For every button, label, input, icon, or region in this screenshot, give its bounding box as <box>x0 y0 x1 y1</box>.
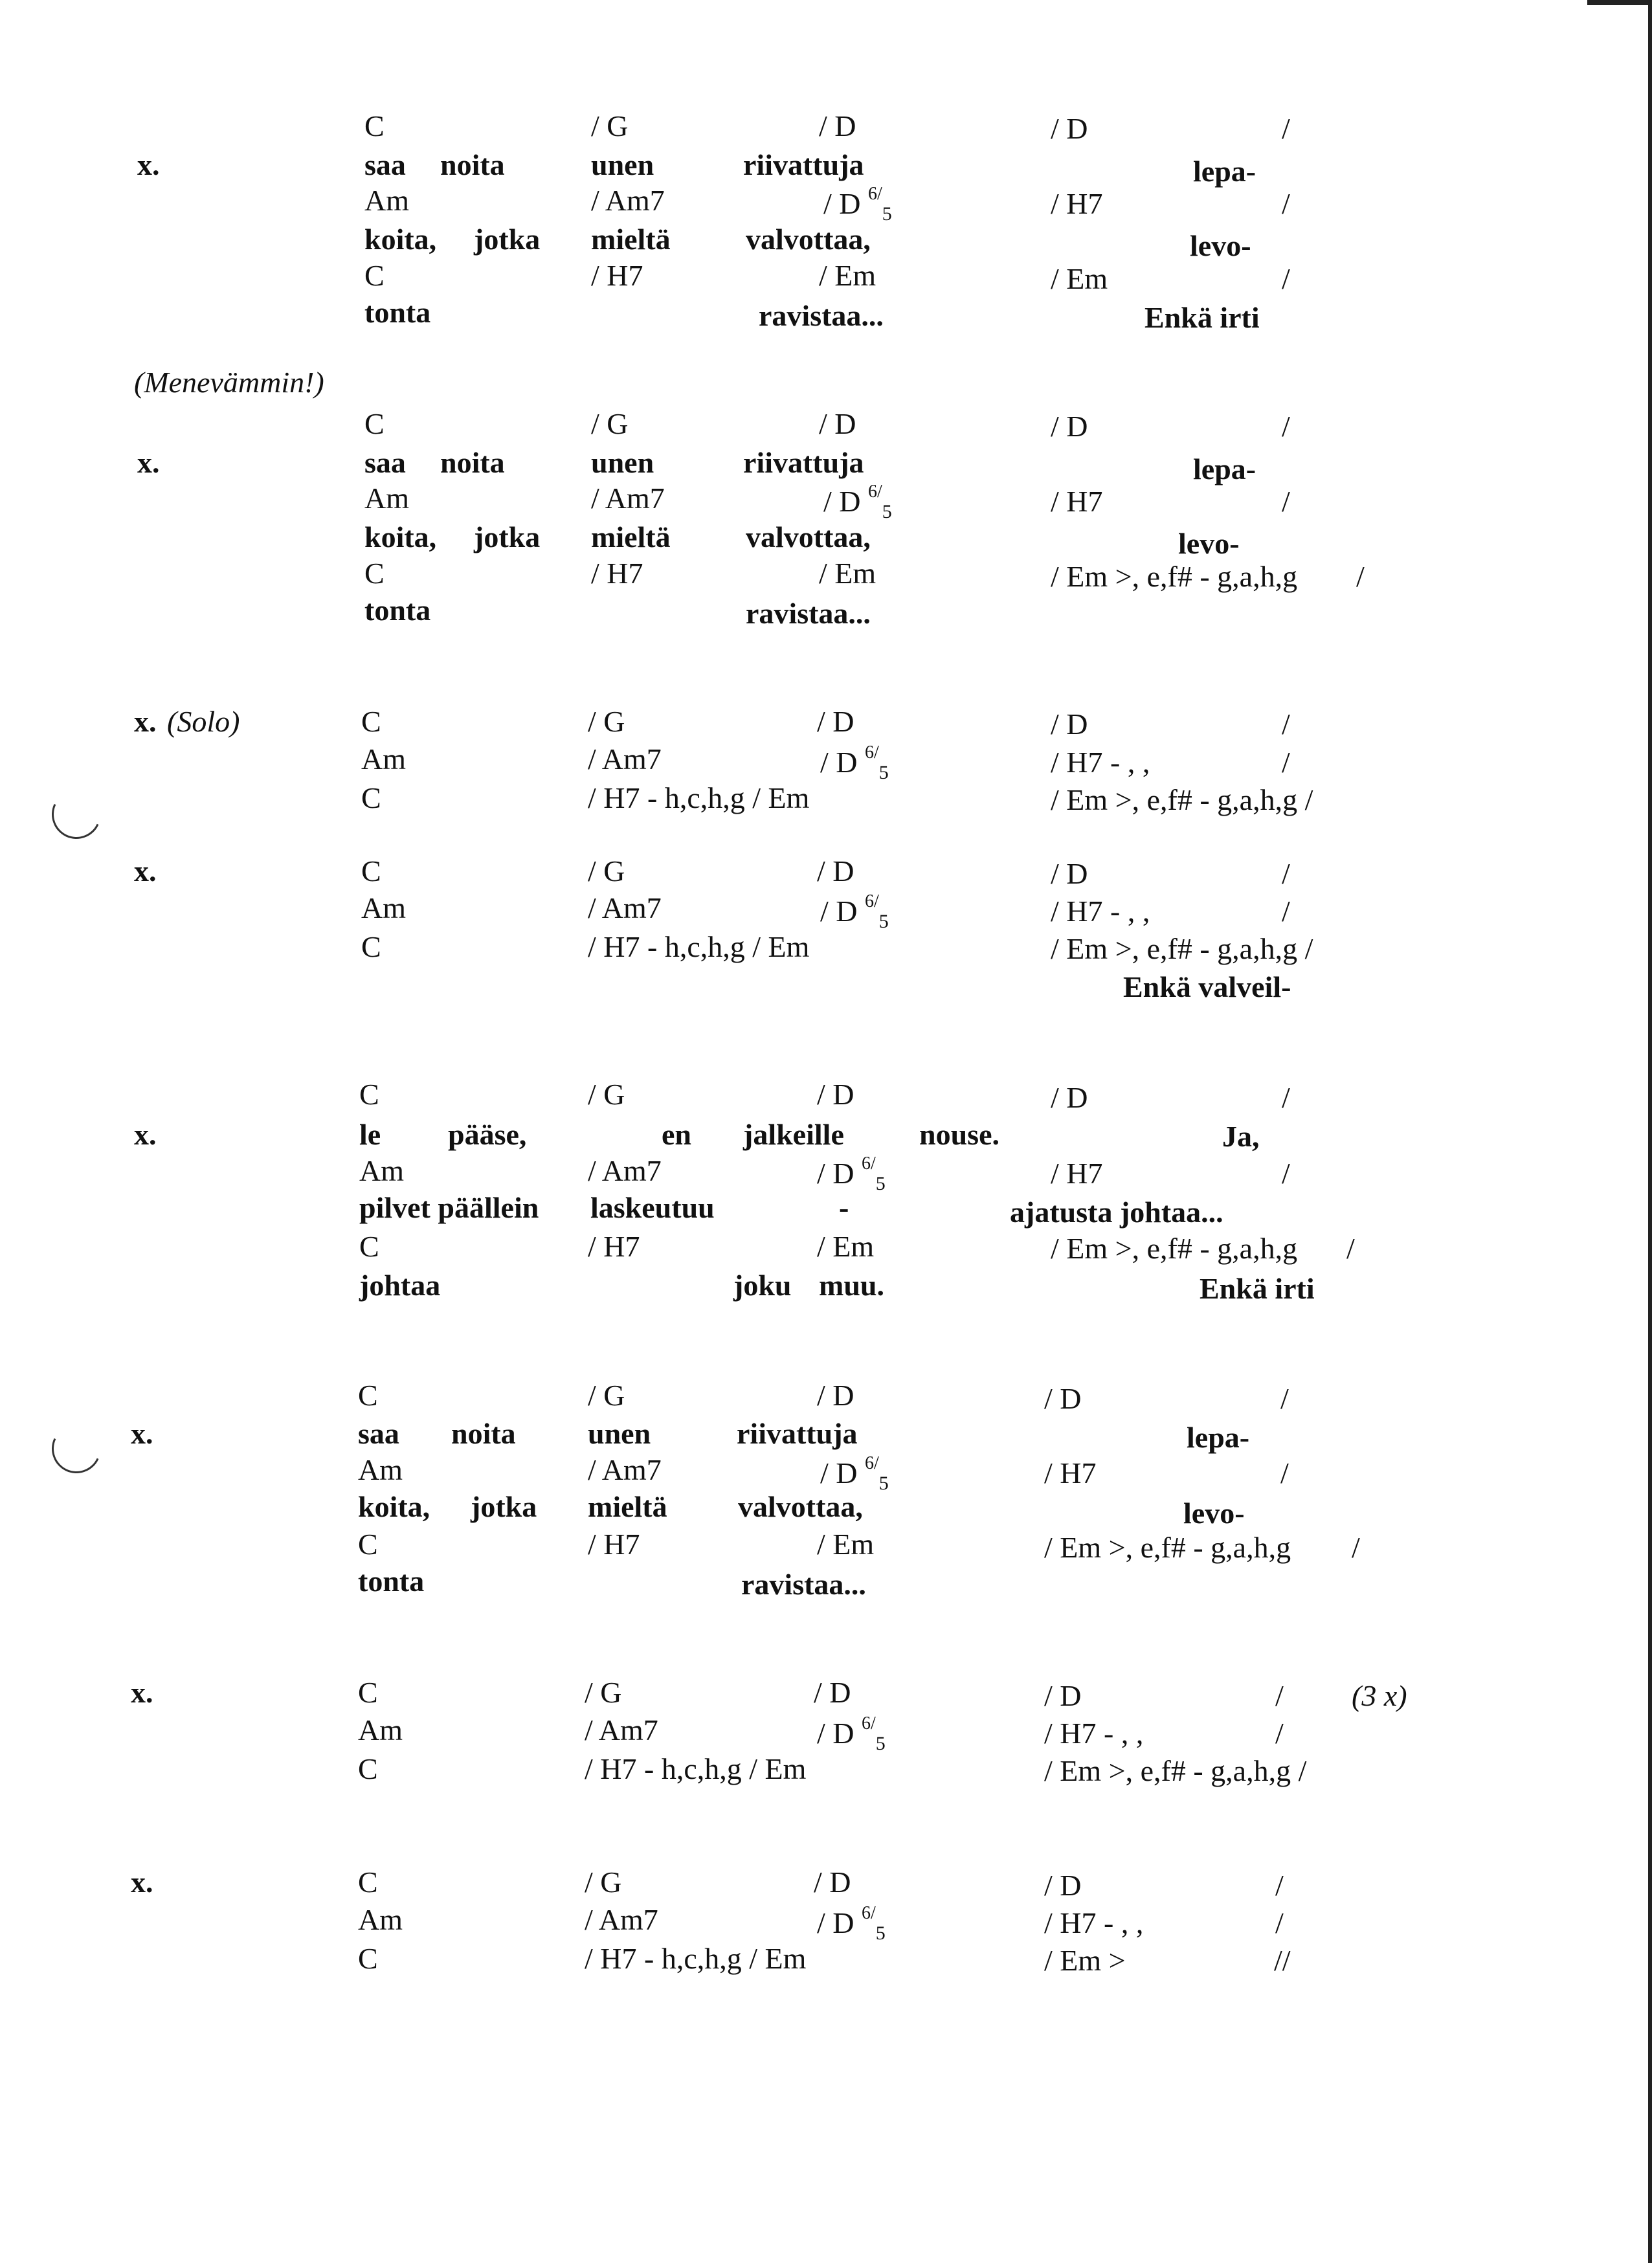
chord: C <box>359 1230 379 1263</box>
bar-line: / <box>1282 857 1290 890</box>
chord: / H7 <box>1051 187 1103 220</box>
chord: / D <box>1051 112 1088 145</box>
lyric: le <box>359 1118 381 1151</box>
section-marker: x. <box>134 705 157 738</box>
bar-line: / <box>1282 746 1290 779</box>
chord: C <box>358 1379 378 1412</box>
chord: C <box>361 930 381 963</box>
chord: / D <box>817 854 854 887</box>
chord: / Am7 <box>588 1154 662 1187</box>
chord: / H7 <box>1051 1157 1103 1190</box>
chord: / H7 <box>591 259 643 292</box>
lyric: mieltä <box>591 520 671 553</box>
bar-line: / <box>1282 485 1290 518</box>
chord: C <box>364 557 385 590</box>
chord: / D $^{6/}_5$ <box>817 1903 886 1944</box>
chord: / H7 <box>591 557 643 590</box>
bar-line: / <box>1282 187 1290 220</box>
lyric: laskeutuu <box>590 1191 715 1224</box>
chord-run: / Em >, e,f# - g,a,h,g <box>1051 1232 1298 1265</box>
repeat-count: (3 x) <box>1352 1679 1407 1712</box>
lyric: ravistaa... <box>759 299 884 332</box>
chord: Am <box>358 1713 403 1746</box>
chord: / D <box>1044 1382 1082 1415</box>
chord: / Am7 <box>585 1713 658 1746</box>
solo-label: (Solo) <box>167 705 240 738</box>
lyric: mieltä <box>588 1490 667 1523</box>
chord-run: / Em >, e,f# - g,a,h,g / <box>1051 783 1313 816</box>
lyric: - <box>839 1191 849 1224</box>
chord: / Am7 <box>585 1903 658 1936</box>
scan-corner <box>1587 0 1652 5</box>
chord: / H7 <box>588 1528 640 1561</box>
chord: / D <box>814 1866 851 1899</box>
chord: C <box>364 259 385 292</box>
chord: / D <box>1044 1679 1082 1712</box>
section-marker: x. <box>134 1118 157 1151</box>
chord: C <box>358 1942 378 1975</box>
chord: Am <box>361 891 406 924</box>
lyric: saa <box>364 446 406 479</box>
lyric: Enkä irti <box>1200 1272 1315 1305</box>
bar-line: / <box>1280 1456 1289 1489</box>
bar-line: / <box>1282 895 1290 928</box>
bar-line: / <box>1275 1869 1284 1902</box>
chord: Am <box>364 482 409 515</box>
chord: / D $^{6/}_5$ <box>823 184 892 225</box>
lyric: jotka <box>474 520 541 553</box>
lyric: Ja, <box>1222 1120 1260 1153</box>
chord: Am <box>364 184 409 217</box>
chord-run: / H7 - , , <box>1044 1717 1144 1750</box>
bar-line: / <box>1280 1382 1289 1415</box>
bar-line: / <box>1282 262 1290 295</box>
section-marker: x. <box>131 1866 153 1899</box>
lyric: saa <box>364 148 406 181</box>
bar-line: / <box>1282 1081 1290 1114</box>
lyric: tonta <box>358 1565 425 1598</box>
section-marker: x. <box>131 1417 153 1450</box>
lyric: nouse. <box>919 1118 999 1151</box>
scan-edge <box>1648 0 1652 2263</box>
chord-run: / H7 - , , <box>1051 895 1150 928</box>
bar-line: / <box>1356 560 1365 593</box>
chord: / Em <box>817 1230 875 1263</box>
chord: Am <box>359 1154 404 1187</box>
chord: / D <box>1051 708 1088 741</box>
chord: C <box>358 1752 378 1785</box>
tempo-marking: (Menevämmin!) <box>134 366 324 399</box>
chord-run: / Em >, e,f# - g,a,h,g / <box>1044 1754 1307 1787</box>
lyric: lepa- <box>1193 155 1256 188</box>
final-bar-line: // <box>1274 1944 1291 1977</box>
chord: / G <box>585 1866 622 1899</box>
section-marker: x. <box>134 854 157 887</box>
chord-run: / H7 - , , <box>1051 746 1150 779</box>
bar-line: / <box>1352 1531 1360 1564</box>
bar-line: / <box>1282 410 1290 443</box>
lyric: koita, <box>364 520 437 553</box>
lyric: lepa- <box>1187 1421 1250 1454</box>
chord: / D $^{6/}_5$ <box>817 1154 886 1194</box>
lyric: pääse, <box>448 1118 527 1151</box>
chord-run: / Em >, e,f# - g,a,h,g / <box>1051 932 1313 965</box>
chord: / D <box>817 1078 854 1111</box>
lyric: ajatusta johtaa... <box>1010 1196 1223 1229</box>
lyric: en <box>662 1118 691 1151</box>
lyric: levo- <box>1178 527 1240 560</box>
chord: / G <box>588 1078 625 1111</box>
chord: Am <box>358 1903 403 1936</box>
chord: / D $^{6/}_5$ <box>820 742 889 783</box>
chord: / D <box>819 407 856 440</box>
chord: / Em <box>1051 262 1108 295</box>
bar-line: / <box>1282 708 1290 741</box>
chord: / G <box>591 109 629 142</box>
lyric: jalkeille <box>743 1118 844 1151</box>
lyric: mieltä <box>591 223 671 256</box>
chord: / Am7 <box>591 184 665 217</box>
lyric: noita <box>440 148 505 181</box>
lyric: noita <box>451 1417 516 1450</box>
lyric: jotka <box>471 1490 537 1523</box>
chord: / Am7 <box>588 742 662 775</box>
lyric: saa <box>358 1417 399 1450</box>
chord-run: / H7 - h,c,h,g / Em <box>585 1942 807 1975</box>
chord: / D $^{6/}_5$ <box>823 482 892 522</box>
chord: / D <box>1044 1869 1082 1902</box>
chord: / G <box>585 1676 622 1709</box>
lyric: riivattuja <box>743 148 864 181</box>
chord-run: / H7 - h,c,h,g / Em <box>588 781 810 814</box>
lyric: Enkä irti <box>1144 301 1260 334</box>
chord: / Am7 <box>588 1453 662 1486</box>
chord: / G <box>588 705 625 738</box>
lyric: ravistaa... <box>741 1568 866 1601</box>
lyric: riivattuja <box>743 446 864 479</box>
bar-line: / <box>1275 1679 1284 1712</box>
bar-line: / <box>1275 1906 1284 1939</box>
chord: / H7 <box>1051 485 1103 518</box>
chord: Am <box>361 742 406 775</box>
lyric: johtaa <box>359 1269 441 1302</box>
punch-hole-upper <box>45 783 107 845</box>
lyric: unen <box>591 148 654 181</box>
lyric: joku <box>733 1269 792 1302</box>
chord: C <box>358 1528 378 1561</box>
chord: / G <box>588 854 625 887</box>
chord: / D <box>819 109 856 142</box>
lyric: valvottaa, <box>746 223 871 256</box>
lyric: koita, <box>364 223 437 256</box>
chord: / D $^{6/}_5$ <box>820 1453 889 1494</box>
chord-run: / H7 - h,c,h,g / Em <box>588 930 810 963</box>
lyric: riivattuja <box>737 1417 858 1450</box>
chord: Am <box>358 1453 403 1486</box>
chord: / D <box>1051 410 1088 443</box>
lyric: ravistaa... <box>746 597 871 630</box>
chord: / Em <box>817 1528 875 1561</box>
chord: / Am7 <box>588 891 662 924</box>
lyric: valvottaa, <box>738 1490 863 1523</box>
lyric: lepa- <box>1193 452 1256 485</box>
chord: / D <box>1051 857 1088 890</box>
chord: C <box>361 781 381 814</box>
bar-line: / <box>1275 1717 1284 1750</box>
chord: / D $^{6/}_5$ <box>817 1713 886 1754</box>
lyric: pilvet päällein <box>359 1191 539 1224</box>
chord: / H7 <box>1044 1456 1097 1489</box>
lyric: levo- <box>1190 229 1251 262</box>
section-marker: x. <box>137 446 160 479</box>
bar-line: / <box>1282 1157 1290 1190</box>
lyric: levo- <box>1183 1497 1245 1530</box>
chord: / G <box>588 1379 625 1412</box>
bar-line: / <box>1282 112 1290 145</box>
bar-line: / <box>1346 1232 1355 1265</box>
chord: / H7 <box>588 1230 640 1263</box>
lyric: koita, <box>358 1490 430 1523</box>
chord: C <box>361 705 381 738</box>
lyric: jotka <box>474 223 541 256</box>
section-marker: x. <box>131 1676 153 1709</box>
lyric: valvottaa, <box>746 520 871 553</box>
chord: / G <box>591 407 629 440</box>
chord-run: / H7 - , , <box>1044 1906 1144 1939</box>
chord: C <box>358 1676 378 1709</box>
chord: / Em > <box>1044 1944 1126 1977</box>
chord-run: / H7 - h,c,h,g / Em <box>585 1752 807 1785</box>
chord: / Em <box>819 557 876 590</box>
punch-hole-lower <box>45 1417 107 1480</box>
chord: / D <box>817 1379 854 1412</box>
chord: C <box>359 1078 379 1111</box>
lyric: unen <box>588 1417 651 1450</box>
chord: / D <box>1051 1081 1088 1114</box>
lyric: noita <box>440 446 505 479</box>
chord-run: / Em >, e,f# - g,a,h,g <box>1044 1531 1291 1564</box>
chord: C <box>364 109 385 142</box>
section-marker: x. <box>137 148 160 181</box>
chord: / Em <box>819 259 876 292</box>
chord: / D $^{6/}_5$ <box>820 891 889 932</box>
lyric: muu. <box>819 1269 884 1302</box>
chord: / Am7 <box>591 482 665 515</box>
chord: / D <box>814 1676 851 1709</box>
chord: / D <box>817 705 854 738</box>
chord: C <box>364 407 385 440</box>
chord: C <box>361 854 381 887</box>
lyric: Enkä valveil- <box>1123 970 1291 1003</box>
lyric: tonta <box>364 594 431 627</box>
lyric: unen <box>591 446 654 479</box>
chord: C <box>358 1866 378 1899</box>
chord-run: / Em >, e,f# - g,a,h,g <box>1051 560 1298 593</box>
lyric: tonta <box>364 296 431 329</box>
